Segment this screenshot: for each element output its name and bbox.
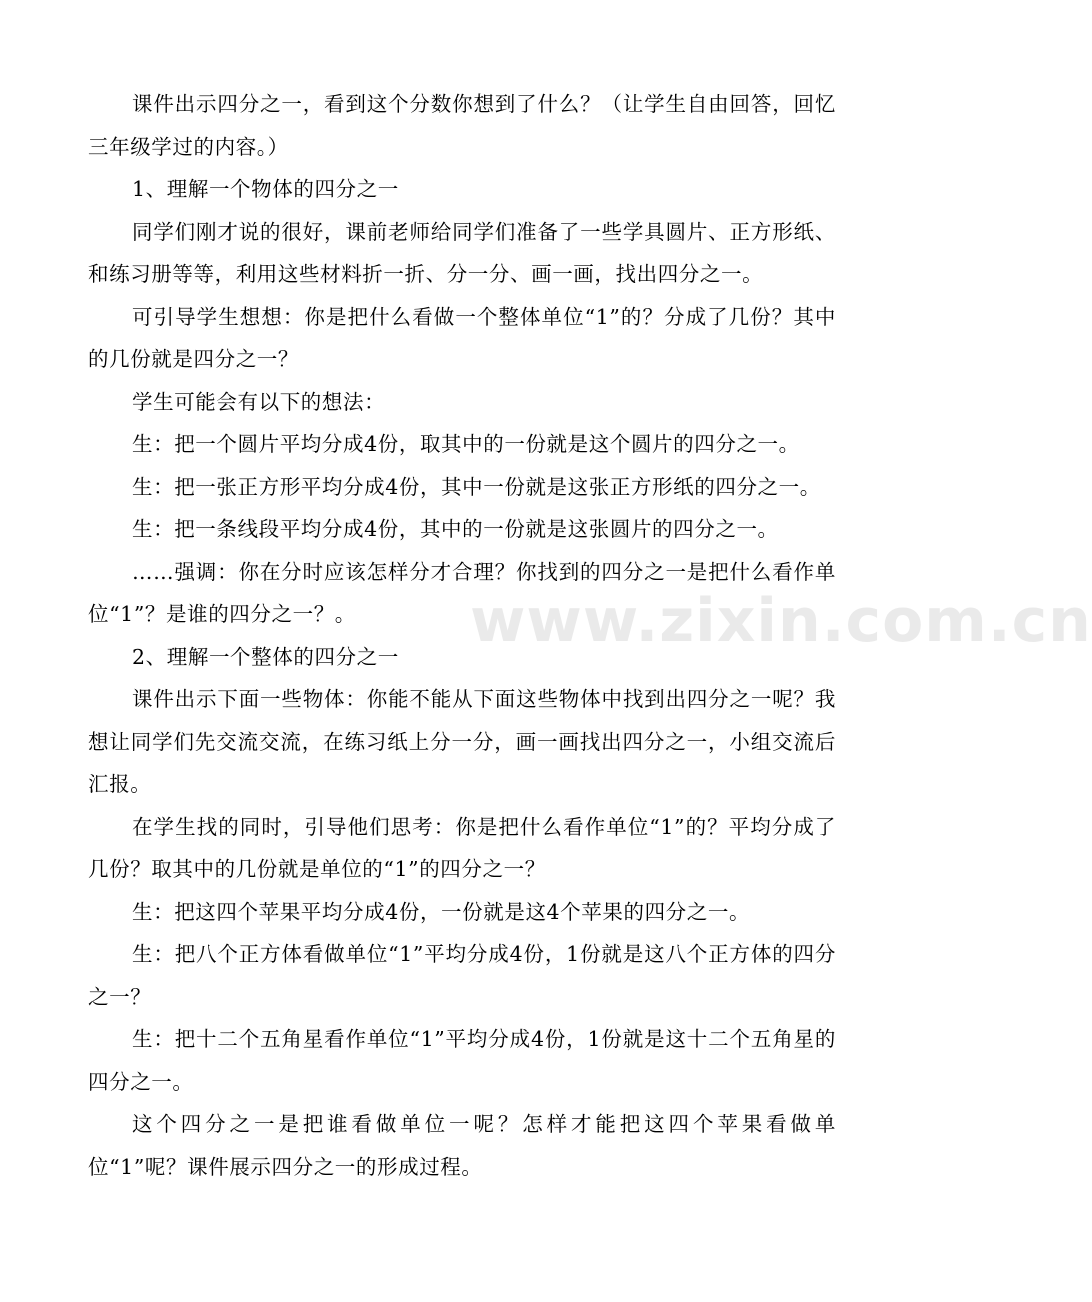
paragraph-conclusion: 这个四分之一是把谁看做单位一呢？怎样才能把这四个苹果看做单位“1”呢？课件展示四分之一的形成过程。 xyxy=(88,1112,836,1179)
section-heading-1: 1、理解一个物体的四分之一 xyxy=(132,177,399,201)
paragraph-answer-square: 生：把一张正方形平均分成4份，其中一份就是这张正方形纸的四分之一。 xyxy=(132,474,821,499)
paragraph-answer-stars: 生：把十二个五角星看作单位“1”平均分成4份，1份就是这十二个五角星的四分之一。 xyxy=(88,1027,836,1094)
document-body xyxy=(88,83,836,1188)
paragraph-student-ideas: 学生可能会有以下的想法： xyxy=(132,389,386,414)
paragraph-materials: 同学们刚才说的很好，课前老师给同学们准备了一些学具圆片、正方形纸、和练习册等等，利用这些材料折一折、分一分、画一画，找出四分之一。 xyxy=(88,219,836,286)
paragraph-answer-apples: 生：把这四个苹果平均分成4份，一份就是这4个苹果的四分之一。 xyxy=(132,899,751,924)
paragraph-guide: 可引导学生想想：你是把什么看做一个整体单位“1”的？分成了几份？其中的几份就是四分之一？ xyxy=(88,304,836,371)
section-heading-2: 2、理解一个整体的四分之一 xyxy=(132,644,399,669)
watermark: www.zixin.com.cn xyxy=(470,586,1092,656)
paragraph-answer-cubes: 生：把八个正方体看做单位“1”平均分成4份，1份就是这八个正方体的四分之一？ xyxy=(88,942,836,1009)
paragraph-answer-circle: 生：把一个圆片平均分成4份，取其中的一份就是这个圆片的四分之一。 xyxy=(132,432,800,456)
paragraph-emphasis: ……强调：你在分时应该怎样分才合理？你找到的四分之一是把什么看作单位“1”？是谁的四分之一？。 xyxy=(88,559,836,626)
paragraph-thinking: 在学生找的同时，引导他们思考：你是把什么看作单位“1”的？平均分成了几份？取其中的几份就是单位的“1”的四分之一？ xyxy=(88,814,836,881)
paragraph-objects: 课件出示下面一些物体：你能不能从下面这些物体中找到出四分之一呢？我想让同学们先交流交流，在练习纸上分一分，画一画找出四分之一，小组交流后汇报。 xyxy=(88,687,836,796)
paragraph-answer-line: 生：把一条线段平均分成4份，其中的一份就是这张圆片的四分之一。 xyxy=(132,517,779,541)
paragraph-intro: 课件出示四分之一，看到这个分数你想到了什么？（让学生自由回答，回忆三年级学过的内容。） xyxy=(88,92,836,159)
